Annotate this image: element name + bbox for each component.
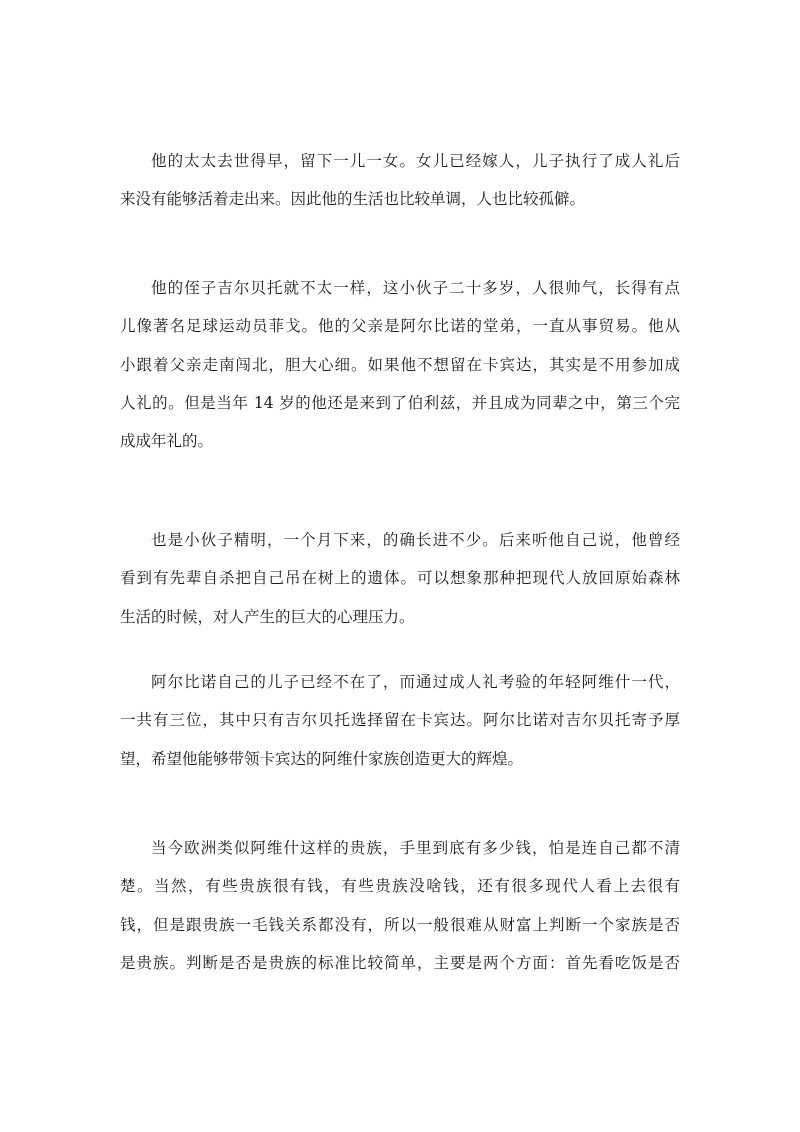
text-line: 儿像著名足球运动员菲戈。他的父亲是阿尔比诺的堂弟，一直从事贸易。他从 [120, 317, 680, 336]
text-line: 是贵族。判断是否是贵族的标准比较简单，主要是两个方面：首先看吃饭是否 [120, 953, 680, 972]
text-line: 钱，但是跟贵族一毛钱关系都没有，所以一般很难从财富上判断一个家族是否 [120, 915, 680, 934]
text-line: 也是小伙子精明，一个月下来，的确长进不少。后来听他自己说，他曾经 [151, 531, 680, 549]
paragraph-4 [120, 663, 680, 778]
paragraph-3 [120, 521, 680, 636]
text-line: 看到有先辈自杀把自己吊在树上的遗体。可以想象那种把现代人放回原始森林 [120, 569, 680, 588]
text-line: 小跟着父亲走南闯北，胆大心细。如果他不想留在卡宾达，其实是不用参加成 [120, 355, 680, 374]
text-line: 一共有三位，其中只有吉尔贝托选择留在卡宾达。阿尔比诺对吉尔贝托寄予厚 [120, 711, 680, 730]
text-line: 他的太太去世得早，留下一儿一女。女儿已经嫁人，儿子执行了成人礼后 [151, 152, 680, 170]
paragraph-2 [120, 269, 680, 460]
text-line: 楚。当然，有些贵族很有钱，有些贵族没啥钱，还有很多现代人看上去很有 [120, 877, 680, 896]
text-line: 人礼的。但是当年 14 岁的他还是来到了伯利兹，并且成为同辈之中，第三个完 [120, 393, 680, 412]
text-line: 望，希望他能够带领卡宾达的阿维什家族创造更大的辉煌。 [120, 749, 524, 768]
text-line: 来没有能够活着走出来。因此他的生活也比较单调，人也比较孤僻。 [120, 190, 586, 209]
paragraph-5 [120, 829, 680, 982]
text-line: 他的侄子吉尔贝托就不太一样，这小伙子二十多岁，人很帅气，长得有点 [151, 279, 680, 297]
text-line: 成成年礼的。 [120, 432, 214, 451]
text-line: 生活的时候，对人产生的巨大的心理压力。 [120, 607, 415, 626]
text-line: 阿尔比诺自己的儿子已经不在了，而通过成人礼考验的年轻阿维什一代， [151, 673, 680, 691]
paragraph-1 [120, 142, 680, 219]
text-line: 当今欧洲类似阿维什这样的贵族，手里到底有多少钱，怕是连自己都不清 [151, 839, 680, 857]
